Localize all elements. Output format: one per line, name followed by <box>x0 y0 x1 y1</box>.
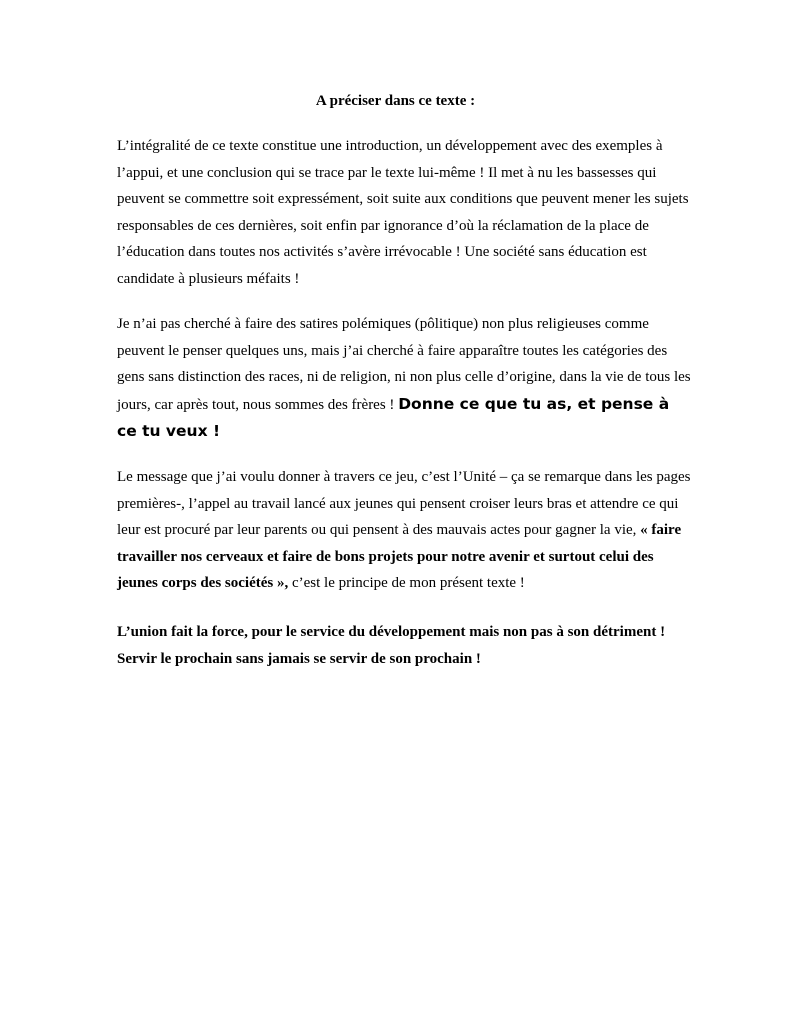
paragraph-satire-emphasis: Donne ce que tu as, et pense à ce tu veux ! <box>117 394 670 440</box>
paragraph-message <box>117 464 693 597</box>
paragraph-satire-text: Je n’ai pas cherché à faire des satires polémiques (pôlitique) non plus religieuses comme peuvent le penser quelques uns, mais j’ai cherché à faire apparaître toutes les catégories des gens sans distinction des races, ni de religion, ni non plus celle d’origine, dans la vie de tous les jours, car après tout, nous sommes des frères ! <box>117 316 691 413</box>
paragraph-message-text-before: Le message que j’ai voulu donner à travers ce jeu, c’est l’Unité – ça se remarque dans les pages premières-, l’appel au travail lancé aux jeunes qui pensent croiser leurs bras et attendre ce qui leur est procuré par leur parents ou qui pensent à des mauvais actes pour gagner la vie, <box>117 469 691 538</box>
paragraph-introduction: L’intégralité de ce texte constitue une introduction, un développement avec des exemples à l’appui, et une conclusion qui se trace par le texte lui-même ! Il met à nu les bassesses qui peuvent se commettre soit expressément, soit suite aux conditions que peuvent mener les sujets responsables de ces dernières, soit enfin par ignorance d’où la réclamation de la place de l’éducation dans toutes nos activités s’avère irrévocable ! Une société sans éducation est candidate à plusieurs méfaits ! <box>117 138 689 287</box>
paragraph-message-text-after: c’est le principe de mon présent texte ! <box>288 575 525 591</box>
paragraph-message-bold-quote: « faire travailler nos cerveaux et faire de bons projets pour notre avenir et surtout celui des jeunes corps des sociétés », <box>117 522 682 591</box>
page-title: A préciser dans ce texte : <box>315 93 476 109</box>
paragraph-conclusion: L’union fait la force, pour le service du développement mais non pas à son détriment ! Servir le prochain sans jamais se servir de son prochain ! <box>117 624 666 667</box>
paragraph-satire <box>117 311 693 446</box>
